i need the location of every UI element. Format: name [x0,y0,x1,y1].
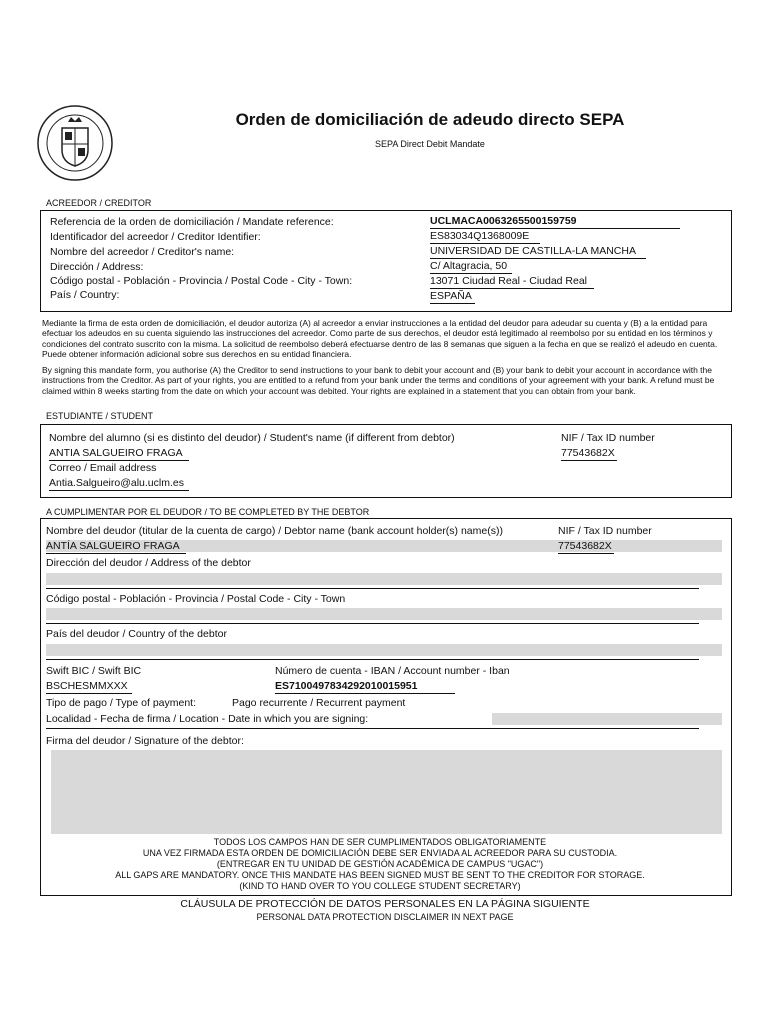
data-protection-clause: CLÁUSULA DE PROTECCIÓN DE DATOS PERSONALES EN LA PÁGINA SIGUIENTE [180,898,590,910]
creditor-box [40,210,732,312]
debtor-section-label: A CUMPLIMENTAR POR EL DEUDOR / TO BE COMPLETED BY THE DEBTOR [46,507,370,517]
legal-text-en: By signing this mandate form, you authorise (A) the Creditor to send instructions to your bank to debit your account and (B) your bank to debit your account in accordance with the instructions from the Creditor. As part of your rights, you are entitled to a refund from your bank under the terms and conditions of your agreement with your bank. A refund must be claimed within 8 weeks starting from the date on which your account was debited. Your rights are explained in a statement that you can obtain from your bank. [42,365,715,396]
document-title: Orden de domiciliación de adeudo directo SEPA [235,110,625,129]
debtor-nif-label: NIF / Tax ID number [558,525,652,537]
mandate-reference-value: UCLMACA0063265500159759 [430,215,680,229]
creditor-identifier-value: ES83034Q1368009E [430,230,540,244]
debtor-country-field[interactable] [46,644,722,656]
debtor-box [40,518,732,896]
divider [46,588,699,589]
debtor-nif-value: 77543682X [558,540,614,554]
student-name-value: ANTIA SALGUEIRO FRAGA [49,447,189,461]
creditor-name-value: UNIVERSIDAD DE CASTILLA-LA MANCHA [430,245,646,259]
signature-label: Firma del deudor / Signature of the debtor: [46,735,244,747]
creditor-identifier-label: Identificador del acreedor / Creditor Identifier: [50,231,261,243]
debtor-address-field[interactable] [46,573,722,585]
divider [46,623,699,624]
footer-line: UNA VEZ FIRMADA ESTA ORDEN DE DOMICILIACIÓN DEBE SER ENVIADA AL ACREEDOR PARA SU CUSTODIA. [142,848,618,858]
creditor-postal-value: 13071 Ciudad Real - Ciudad Real [430,275,594,289]
swift-value: BSCHESMMXXX [46,680,132,694]
divider [46,728,699,729]
debtor-address-label: Dirección del deudor / Address of the debtor [46,557,251,569]
creditor-address-label: Dirección / Address: [50,261,144,273]
document-subtitle: SEPA Direct Debit Mandate [375,139,485,149]
mandate-reference-label: Referencia de la orden de domiciliación / Mandate reference: [50,216,334,228]
debtor-postal-field[interactable] [46,608,722,620]
debtor-postal-label: Código postal - Población - Provincia / Postal Code - City - Town [46,593,346,605]
university-seal-logo [36,104,114,182]
payment-type-label: Tipo de pago / Type of payment: [46,697,197,709]
debtor-name-label: Nombre del deudor (titular de la cuenta de cargo) / Debtor name (bank account holder(s) name(s)) [46,525,503,537]
student-nif-value: 77543682X [561,447,617,461]
creditor-address-value: C/ Altagracia, 50 [430,260,512,274]
student-section-label: ESTUDIANTE / STUDENT [46,411,154,421]
iban-label: Número de cuenta - IBAN / Account number - Iban [275,665,510,677]
data-protection-clause-en: PERSONAL DATA PROTECTION DISCLAIMER IN NEXT PAGE [256,912,514,922]
creditor-name-label: Nombre del acreedor / Creditor's name: [50,246,235,258]
debtor-country-label: País del deudor / Country of the debtor [46,628,227,640]
location-date-field[interactable] [492,713,722,725]
student-nif-label: NIF / Tax ID number [561,432,655,444]
divider [46,659,699,660]
student-name-label: Nombre del alumno (si es distinto del deudor) / Student's name (if different from debtor) [49,432,455,444]
student-email-label: Correo / Email address [49,462,157,474]
creditor-country-value: ESPAÑA [430,290,475,304]
footer-notice [55,837,705,892]
creditor-country-label: País / Country: [50,289,120,301]
payment-type-value: Pago recurrente / Recurrent payment [232,697,406,709]
footer-line: ALL GAPS ARE MANDATORY. ONCE THIS MANDATE HAS BEEN SIGNED MUST BE SENT TO THE CREDITOR FOR STORAGE. [115,870,645,880]
swift-label: Swift BIC / Swift BIC [46,665,142,677]
iban-value: ES7100497834292010015951 [275,680,455,694]
footer-line: (KIND TO HAND OVER TO YOU COLLEGE STUDENT SECRETARY) [239,881,521,891]
legal-text-es: Mediante la firma de esta orden de domiciliación, el deudor autoriza (A) al acreedor a enviar instrucciones a la entidad del deudor para adeudar su cuenta y (B) a la entidad para efectuar los adeudos en su cuenta siguiendo las instrucciones del acreedor. Como parte de sus derechos, el deudor está legitimado al reembolso por su entidad en los términos y condiciones del contrato suscrito con la misma. La solicitud de reembolso deberá efectuarse dentro de las 8 semanas que siguen a la fecha en que se realizó el adeudo en cuenta. Puede obtener información adicional sobre sus derechos en su entidad financiera. [42,318,718,360]
signature-field[interactable] [51,750,722,834]
student-box [40,424,732,498]
creditor-section-label: ACREEDOR / CREDITOR [46,198,152,208]
footer-line: (ENTREGAR EN TU UNIDAD DE GESTIÓN ACADÉMICA DE CAMPUS "UGAC") [216,859,544,869]
student-email-value: Antia.Salgueiro@alu.uclm.es [49,477,189,491]
footer-line: TODOS LOS CAMPOS HAN DE SER CUMPLIMENTADOS OBLIGATORIAMENTE [213,837,547,847]
location-date-label: Localidad - Fecha de firma / Location - Date in which you are signing: [46,713,369,725]
debtor-name-value: ANTÍA SALGUEIRO FRAGA [46,540,186,554]
creditor-postal-label: Código postal - Población - Provincia / Postal Code - City - Town: [50,275,353,287]
